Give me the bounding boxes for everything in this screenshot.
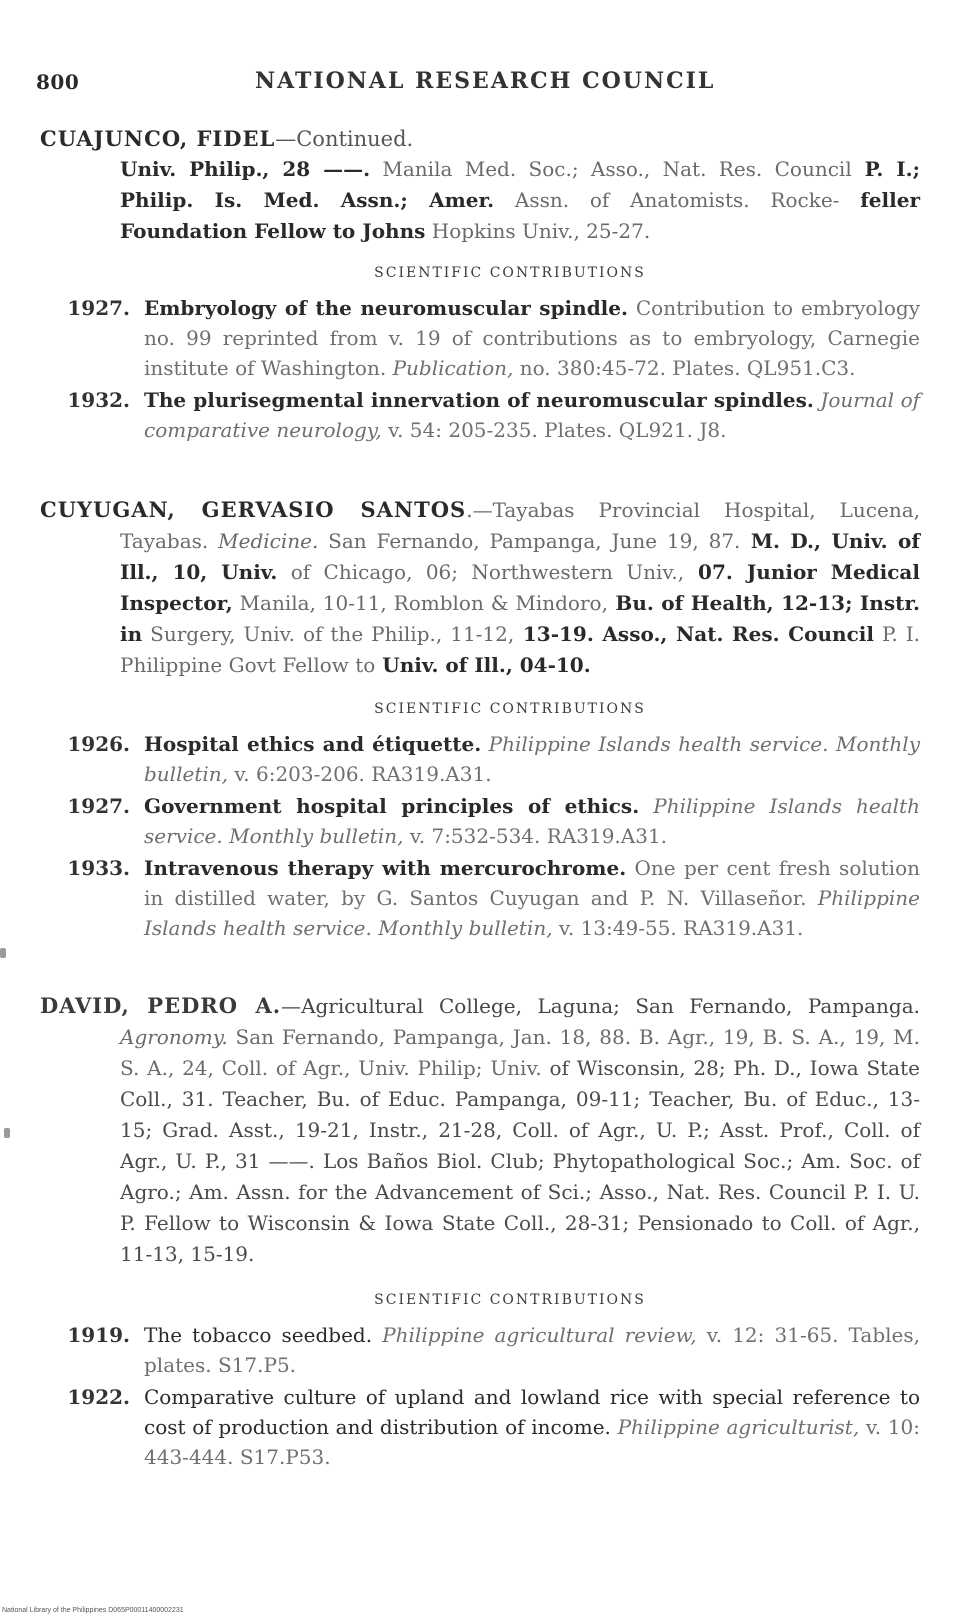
body-part: of Wisconsin, 28; Ph. D., Iowa State Coll., 31. Teacher, Bu. of Educ. Pampanga, 09-11; Teacher, Bu. of Educ., 13-15; Grad. Asst., 19-21, Instr., 21-28, Coll. of Agr., U. P.; Asst. Prof., Coll. of Agr., U. P., 31 ——. Los Baños Biol. Club; Phytopathological Soc.; Am. Soc. of Agro.; Am. Assn. for the Advancement of Sci.; Asso., Nat. Res. Council P. I. U. P. Fellow to Wisconsin & Iowa State Coll., 28-31; Pensionado to Coll. of Agr., 11-13, 15-19. <box>120 1056 920 1266</box>
entry-cuajunco <box>40 124 920 447</box>
contribution-year: 1932. <box>67 388 130 412</box>
body-part: 07. Junior Medical Inspector, <box>120 560 920 615</box>
scan-mark <box>0 948 6 958</box>
entry-body <box>40 494 920 681</box>
contribution-journal: Philippine agriculturist, <box>610 1415 860 1439</box>
contribution-year: 1927. <box>67 794 130 818</box>
body-part: Bu. of Health, 12-13; Instr. in <box>120 591 920 646</box>
entry-suffix: —Continued. <box>275 127 414 151</box>
body-part: feller Foundation Fellow to Johns <box>120 188 920 243</box>
body-part: Manila, 10-11, Romblon & Mindoro, <box>232 591 608 615</box>
entry-body <box>40 990 920 1270</box>
entry-name: CUYUGAN, GERVASIO SANTOS <box>40 497 467 522</box>
section-title: SCIENTIFIC CONTRIBUTIONS <box>374 701 646 717</box>
contribution-item <box>40 1320 920 1380</box>
contribution-text <box>144 1320 920 1380</box>
contribution-citation: v. 12: 31-65. Tables, plates. S17.P5. <box>144 1323 920 1377</box>
contribution-item <box>40 385 920 445</box>
body-part: Univ. of Ill., 04-10. <box>375 653 591 677</box>
contribution-detail: Contribution to embryology no. 99 reprinted from v. 19 of contributions as to embryology, Carnegie institute of Washington. <box>144 296 921 380</box>
contribution-title: The plurisegmental innervation of neuromuscular spindles. <box>144 388 814 412</box>
contribution-text <box>144 1382 920 1472</box>
entry-name: DAVID, PEDRO A. <box>40 993 282 1018</box>
contribution-year: 1927. <box>67 296 130 320</box>
contribution-title: Intravenous therapy with mercurochrome. <box>144 856 627 880</box>
contribution-journal: Philippine Islands health service. Monthly bulletin, <box>144 886 920 940</box>
contribution-item <box>40 791 920 851</box>
contribution-item <box>40 853 920 943</box>
contribution-citation: v. 7:532-534. RA319.A31. <box>403 824 668 848</box>
body-part: Medicine. <box>208 529 319 553</box>
body-part: 13-19. Asso., Nat. Res. Council <box>514 622 874 646</box>
contribution-journal: Philippine Islands health service. Monthly bulletin, <box>144 732 920 786</box>
body-part: M. D., Univ. of Ill., 10, Univ. <box>120 529 921 584</box>
contribution-text <box>144 293 920 383</box>
body-part: Surgery, Univ. of the Philip., 11-12, <box>142 622 515 646</box>
entry-cuyugan <box>40 494 920 945</box>
contribution-text <box>144 791 920 851</box>
contribution-title: Embryology of the neuromuscular spindle. <box>144 296 628 320</box>
contribution-text <box>144 385 920 445</box>
footer-text: National Library of the Philippines D065P00011400002231 <box>2 1607 184 1614</box>
contribution-year: 1919. <box>67 1323 130 1347</box>
contribution-title: Comparative culture of upland and lowland rice with special reference to cost of production and distribution of income. <box>144 1385 920 1439</box>
contribution-detail: One per cent fresh solution in distilled water, by G. Santos Cuyugan and P. N. Villaseñor. <box>144 856 920 910</box>
contribution-item <box>40 293 920 383</box>
contribution-text <box>144 853 920 943</box>
entry-david <box>40 990 920 1474</box>
contribution-text <box>144 729 920 789</box>
body-part: Assn. of Anatomists. Rocke- <box>494 188 840 212</box>
contribution-item <box>40 729 920 789</box>
body-part: Univ. Philip., 28 ——. <box>120 157 371 181</box>
body-part: —Agricultural College, Laguna; San Fernando, Pampanga. <box>281 994 920 1018</box>
contribution-citation: v. 10: 443-444. S17.P53. <box>144 1415 921 1469</box>
entry-body <box>40 154 920 247</box>
section-title: SCIENTIFIC CONTRIBUTIONS <box>374 1292 646 1308</box>
entry-name: CUAJUNCO, FIDEL <box>40 126 276 151</box>
contribution-journal: Philippine agricultural review, <box>372 1323 697 1347</box>
contribution-journal: Publication, <box>386 356 514 380</box>
body-part: Manila Med. Soc.; Asso., Nat. Res. Council <box>370 157 852 181</box>
contribution-title: Hospital ethics and étiquette. <box>144 732 482 756</box>
scan-mark <box>4 1128 10 1138</box>
contribution-year: 1922. <box>67 1385 130 1409</box>
contribution-citation: v. 6:203-206. RA319.A31. <box>227 762 492 786</box>
body-part: .—Tayabas Provincial Hospital, Lucena, Tayabas. <box>120 498 921 553</box>
body-part: San Fernando, Pampanga, June 19, 87. <box>318 529 741 553</box>
contribution-year: 1933. <box>67 856 130 880</box>
section-title: SCIENTIFIC CONTRIBUTIONS <box>374 265 646 281</box>
body-part: P. I. Philippine Govt Fellow to <box>120 622 920 677</box>
body-part: San Fernando, Pampanga, Jan. 18, 88. B. Agr., 19, B. S. A., 19, M. S. A., 24, Coll. of Agr., Univ. Philip; Univ. <box>120 1025 920 1080</box>
contribution-citation: v. 13:49-55. RA319.A31. <box>552 916 804 940</box>
running-title: NATIONAL RESEARCH COUNCIL <box>255 68 716 94</box>
body-part: P. I.; Philip. Is. Med. Assn.; Amer. <box>120 157 921 212</box>
body-part: Hopkins Univ., 25-27. <box>425 219 651 243</box>
contribution-journal: Journal of comparative neurology, <box>144 388 921 442</box>
contribution-citation: no. 380:45-72. Plates. QL951.C3. <box>513 356 856 380</box>
contribution-item <box>40 1382 920 1472</box>
contribution-journal: Philippine Islands health service. Monthly bulletin, <box>144 794 920 848</box>
contribution-title: Government hospital principles of ethics. <box>144 794 640 818</box>
page-number: 800 <box>36 70 80 94</box>
body-part: of Chicago, 06; Northwestern Univ., <box>277 560 685 584</box>
body-part: Agronomy. <box>120 1025 228 1049</box>
contribution-title: The tobacco seedbed. <box>144 1323 373 1347</box>
contribution-year: 1926. <box>67 732 130 756</box>
contribution-citation: v. 54: 205-235. Plates. QL921. J8. <box>381 418 727 442</box>
